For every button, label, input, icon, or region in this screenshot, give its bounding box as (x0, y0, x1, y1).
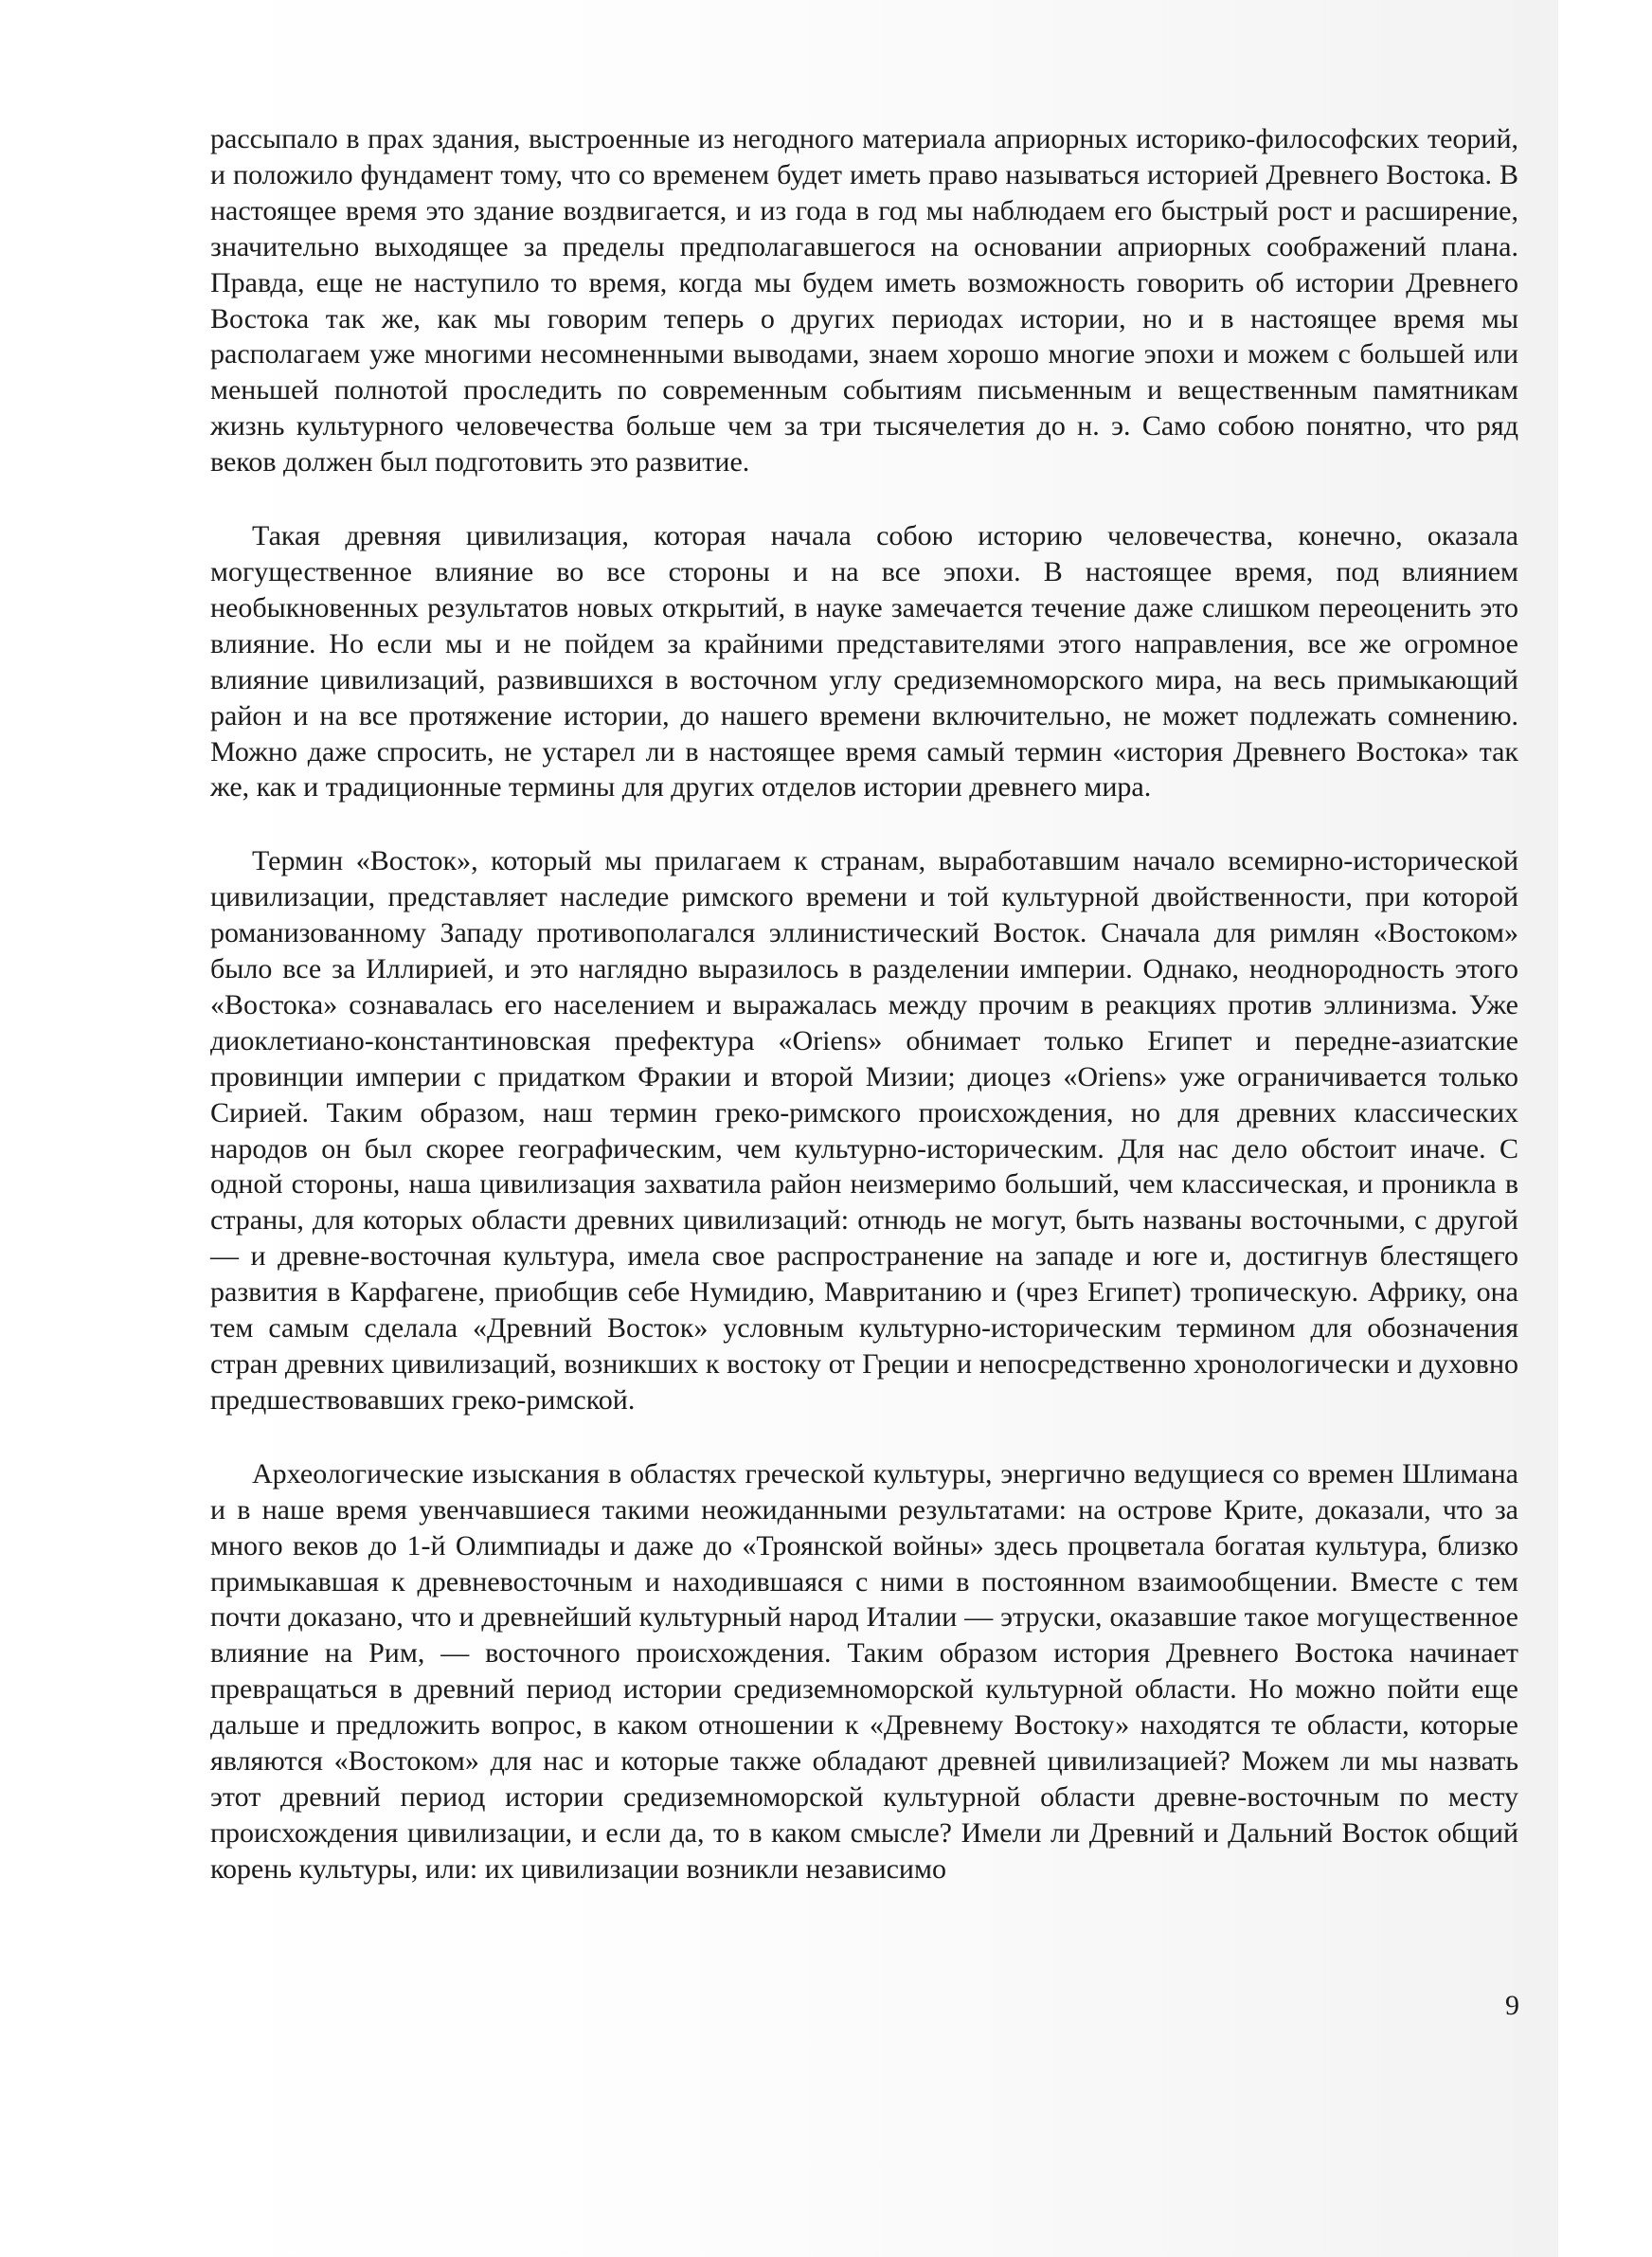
paragraph-3: Термин «Восток», который мы прилагаем к странам, выработавшим начало всемирно-исторической цивилизации, представляет наследие римского времени и той культурной двойственности, при которой романизованному Западу противополагался эллинистический Восток. Сначала для римлян «Востоком» было все за Иллирией, и это наглядно выразилось в разделении империи. Однако, неоднородность этого «Востока» сознавалась его населением и выражалась между прочим в реакциях против эллинизма. Уже диоклетиано-константиновская префектура «Oriens» обнимает только Египет и передне-азиатские провинции империи с придатком Фракии и второй Мизии; диоцез «Oriens» уже ограничивается только Сирией. Таким образом, наш термин греко-римского происхождения, но для древних классических народов он был скорее географическим, чем культурно-историческим. Для нас дело обстоит иначе. С одной стороны, наша цивилизация захватила район неизмеримо больший, чем классическая, и проникла в страны, для которых области древних цивилизаций: отнюдь не могут, быть названы восточными, с другой — и древне-восточная культура, имела свое распространение на западе и юге и, достигнув блестящего развития в Карфагене, приобщив себе Нумидию, Мавританию и (чрез Египет) тропическую. Африку, она тем самым сделала «Древний Восток» условным культурно-историческим термином для обозначения стран древних цивилизаций, возникших к востоку от Греции и непосредственно хронологически и духовно предшествовавших греко-римской. (210, 845, 1518, 1416)
page-number: 9 (1505, 1990, 1519, 2021)
paragraph-1: рассыпало в прах здания, выстроенные из негодного материала априорных историко-философских теорий, и положило фундамент тому, что со временем будет иметь право называться историей Древнего Востока. В настоящее время это здание воздвигается, и из года в год мы наблюдаем его быстрый рост и расширение, значительно выходящее за пределы предполагавшегося на основании априорных соображений плана. Правда, еще не наступило то время, когда мы будем иметь возможность говорить об истории Древнего Востока так же, как мы говорим теперь о других периодах истории, но и в настоящее время мы располагаем уже многими несомненными выводами, знаем хорошо многие эпохи и можем с большей или меньшей полнотой проследить по современным событиям письменным и вещественным памятникам жизнь культурного человечества больше чем за три тысячелетия до н. э. Само собою понятно, что ряд веков должен был подготовить это развитие. (210, 123, 1518, 478)
paragraph-4: Археологические изыскания в областях греческой культуры, энергично ведущиеся со времен Шлимана и в наше время увенчавшиеся такими неожиданными результатами: на острове Крите, доказали, что за много веков до 1-й Олимпиады и даже до «Троянской войны» здесь процветала богатая культура, близко примыкавшая к древневосточным и находившаяся с ними в постоянном взаимообщении. Вместе с тем почти доказано, что и древнейший культурный народ Италии — этруски, оказавшие такое могущественное влияние на Рим, — восточного происхождения. Таким образом история Древнего Востока начинает превращаться в древний период истории средиземноморской культурной области. Но можно пойти еще дальше и предложить вопрос, в каком отношении к «Древнему Востоку» находятся те области, которые являются «Востоком» для нас и которые также обладают древней цивилизацией? Можем ли мы назвать этот древний период истории средиземноморской культурной области древне-восточным по месту происхождения цивилизации, и если да, то в каком смысле? Имели ли Древний и Дальний Восток общий корень культуры, или: их цивилизации возникли независимо (210, 1457, 1518, 1885)
paragraph-2: Такая древняя цивилизация, которая начала собою историю человечества, конечно, оказала могущественное влияние во все стороны и на все эпохи. В настоящее время, под влиянием необыкновенных результатов новых открытий, в науке замечается течение даже слишком переоценить это влияние. Но если мы и не пойдем за крайними представителями этого направления, все же огромное влияние цивилизаций, развившихся в восточном углу средиземноморского мира, на весь примыкающий район и на все протяжение истории, до нашего времени включительно, не может подлежать сомнению. Можно даже спросить, не устарел ли в настоящее время самый термин «история Древнего Востока» так же, как и традиционные термины для других отделов истории древнего мира. (210, 520, 1518, 803)
document-body (210, 121, 1518, 1925)
